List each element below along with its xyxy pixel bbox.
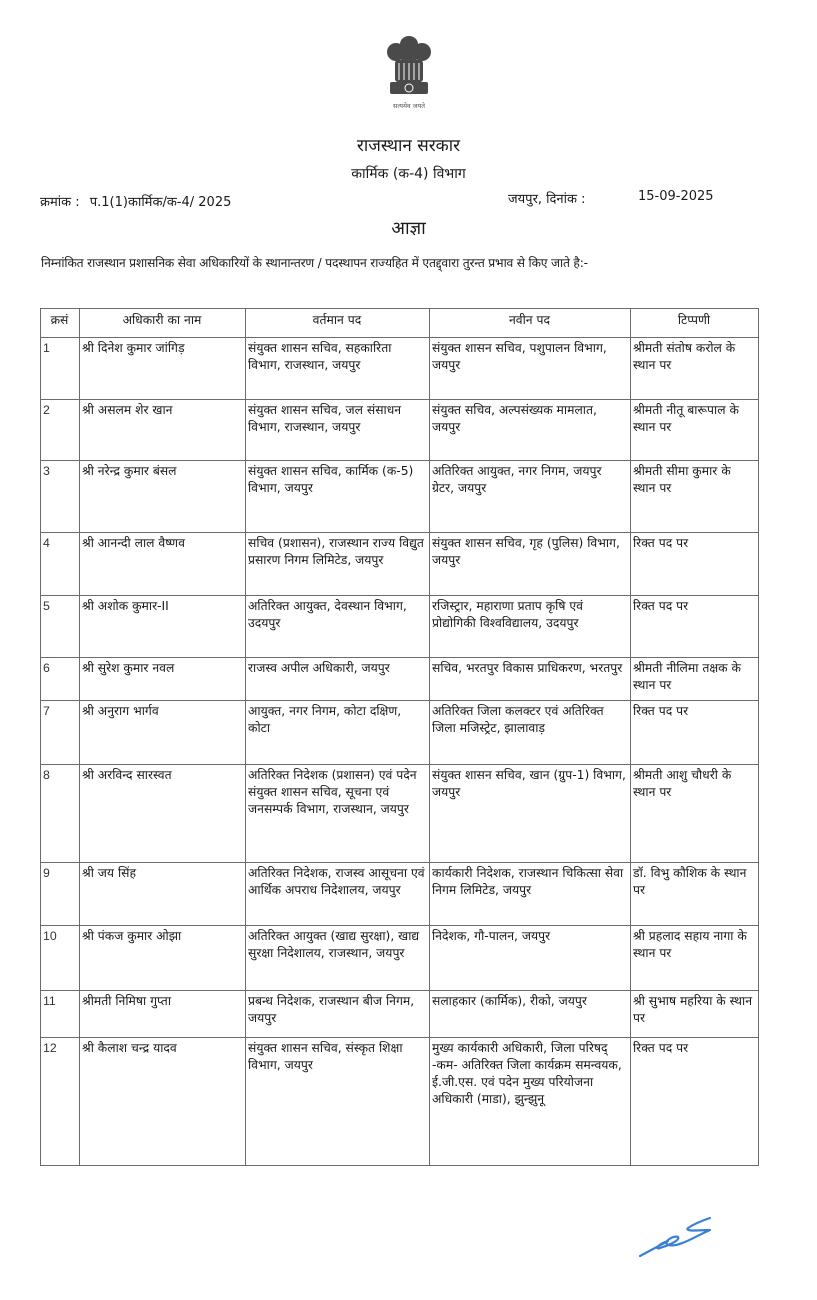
- row-current-post: अतिरिक्त निदेशक, राजस्व आसूचना एवं आर्थिक अपराध निदेशालय, जयपुर: [246, 863, 430, 926]
- table-row: [41, 701, 759, 765]
- row-new-post: संयुक्त शासन सचिव, खान (ग्रुप-1) विभाग, जयपुर: [430, 765, 631, 863]
- row-sno: 5: [41, 596, 80, 658]
- signature: [634, 1208, 718, 1262]
- table-row: [41, 991, 759, 1038]
- row-new-post: संयुक्त शासन सचिव, पशुपालन विभाग, जयपुर: [430, 338, 631, 400]
- row-remark: रिक्त पद पर: [631, 596, 759, 658]
- row-sno: 11: [41, 991, 80, 1038]
- row-sno: 1: [41, 338, 80, 400]
- row-current-post: संयुक्त शासन सचिव, सहकारिता विभाग, राजस्थान, जयपुर: [246, 338, 430, 400]
- table-row: [41, 926, 759, 991]
- row-current-post: सचिव (प्रशासन), राजस्थान राज्य विद्युत प्रसारण निगम लिमिटेड, जयपुर: [246, 533, 430, 596]
- row-new-post: रजिस्ट्रार, महाराणा प्रताप कृषि एवं प्रोद्योगिकी विश्वविद्यालय, उदयपुर: [430, 596, 631, 658]
- row-remark: श्री सुभाष महरिया के स्थान पर: [631, 991, 759, 1038]
- row-sno: 2: [41, 400, 80, 461]
- row-remark: श्रीमती नीतू बारूपाल के स्थान पर: [631, 400, 759, 461]
- row-current-post: राजस्व अपील अधिकारी, जयपुर: [246, 658, 430, 701]
- row-new-post: संयुक्त सचिव, अल्पसंख्यक मामलात, जयपुर: [430, 400, 631, 461]
- reference-number: प.1(1)कार्मिक/क-4/ 2025: [89, 195, 232, 210]
- row-sno: 8: [41, 765, 80, 863]
- row-remark: रिक्त पद पर: [631, 701, 759, 765]
- row-remark: रिक्त पद पर: [631, 533, 759, 596]
- row-name: श्री दिनेश कुमार जांगिड़: [80, 338, 246, 400]
- table-row: [41, 658, 759, 701]
- row-current-post: संयुक्त शासन सचिव, कार्मिक (क-5) विभाग, जयपुर: [246, 461, 430, 533]
- table-row: [41, 765, 759, 863]
- row-new-post: मुख्य कार्यकारी अधिकारी, जिला परिषद् -कम- अतिरिक्त जिला कार्यक्रम समन्वयक, ई.जी.एस. एवं पदेन मुख्य परियोजना अधिकारी (माडा), झुन्झुनू: [430, 1038, 631, 1166]
- row-current-post: अतिरिक्त निदेशक (प्रशासन) एवं पदेन संयुक्त शासन सचिव, सूचना एवं जनसम्पर्क विभाग, राजस्थान, जयपुर: [246, 765, 430, 863]
- transfer-table: [40, 308, 759, 1166]
- table-row: [41, 1038, 759, 1166]
- row-name: श्री अनुराग भार्गव: [80, 701, 246, 765]
- place-date-label: जयपुर, दिनांक :: [508, 192, 586, 207]
- row-sno: 12: [41, 1038, 80, 1166]
- row-name: श्री अरविन्द सारस्वत: [80, 765, 246, 863]
- column-header-name: अधिकारी का नाम: [80, 309, 246, 338]
- row-name: श्रीमती निमिषा गुप्ता: [80, 991, 246, 1038]
- column-header-new-post: नवीन पद: [430, 309, 631, 338]
- row-remark: श्रीमती आशु चौधरी के स्थान पर: [631, 765, 759, 863]
- row-current-post: अतिरिक्त आयुक्त (खाद्य सुरक्षा), खाद्य सुरक्षा निदेशालय, राजस्थान, जयपुर: [246, 926, 430, 991]
- row-sno: 4: [41, 533, 80, 596]
- row-name: श्री जय सिंह: [80, 863, 246, 926]
- table-row: [41, 596, 759, 658]
- table-row: [41, 533, 759, 596]
- row-sno: 3: [41, 461, 80, 533]
- row-remark: श्रीमती संतोष करोल के स्थान पर: [631, 338, 759, 400]
- table-row: [41, 338, 759, 400]
- row-remark: श्री प्रहलाद सहाय नागा के स्थान पर: [631, 926, 759, 991]
- row-new-post: सचिव, भरतपुर विकास प्राधिकरण, भरतपुर: [430, 658, 631, 701]
- row-name: श्री कैलाश चन्द्र यादव: [80, 1038, 246, 1166]
- reference-label: क्रमांक :: [40, 195, 80, 210]
- table-row: [41, 863, 759, 926]
- table-row: [41, 400, 759, 461]
- row-name: श्री नरेन्द्र कुमार बंसल: [80, 461, 246, 533]
- row-new-post: अतिरिक्त आयुक्त, नगर निगम, जयपुर ग्रेटर, जयपुर: [430, 461, 631, 533]
- row-name: श्री अशोक कुमार-II: [80, 596, 246, 658]
- row-current-post: संयुक्त शासन सचिव, संस्कृत शिक्षा विभाग, जयपुर: [246, 1038, 430, 1166]
- national-emblem-icon: [366, 30, 452, 114]
- table-row: [41, 461, 759, 533]
- row-sno: 9: [41, 863, 80, 926]
- column-header-sno: क्रसं: [41, 309, 80, 338]
- department-title: कार्मिक (क-4) विभाग: [351, 166, 466, 182]
- table-header-row: [41, 309, 759, 338]
- row-sno: 7: [41, 701, 80, 765]
- row-current-post: आयुक्त, नगर निगम, कोटा दक्षिण, कोटा: [246, 701, 430, 765]
- row-name: श्री असलम शेर खान: [80, 400, 246, 461]
- row-remark: डॉ. विभु कौशिक के स्थान पर: [631, 863, 759, 926]
- row-new-post: निदेशक, गौ-पालन, जयपुर: [430, 926, 631, 991]
- row-current-post: अतिरिक्त आयुक्त, देवस्थान विभाग, उदयपुर: [246, 596, 430, 658]
- row-sno: 10: [41, 926, 80, 991]
- row-name: श्री पंकज कुमार ओझा: [80, 926, 246, 991]
- row-current-post: प्रबन्ध निदेशक, राजस्थान बीज निगम, जयपुर: [246, 991, 430, 1038]
- row-new-post: कार्यकारी निदेशक, राजस्थान चिकित्सा सेवा निगम लिमिटेड, जयपुर: [430, 863, 631, 926]
- column-header-current-post: वर्तमान पद: [246, 309, 430, 338]
- row-current-post: संयुक्त शासन सचिव, जल संसाधन विभाग, राजस्थान, जयपुर: [246, 400, 430, 461]
- row-new-post: सलाहकार (कार्मिक), रीको, जयपुर: [430, 991, 631, 1038]
- row-name: श्री आनन्दी लाल वैष्णव: [80, 533, 246, 596]
- row-name: श्री सुरेश कुमार नवल: [80, 658, 246, 701]
- order-title: आज्ञा: [391, 218, 426, 239]
- emblem-motto: सत्यमेव जयते: [393, 102, 425, 110]
- row-new-post: संयुक्त शासन सचिव, गृह (पुलिस) विभाग, जयपुर: [430, 533, 631, 596]
- order-date: 15-09-2025: [638, 189, 714, 204]
- intro-text: निम्नांकित राजस्थान प्रशासनिक सेवा अधिकारियों के स्थानान्तरण / पदस्थापन राज्यहित में एतद्द्वारा तुरन्त प्रभाव से किए जाते है:-: [41, 256, 588, 270]
- row-remark: रिक्त पद पर: [631, 1038, 759, 1166]
- government-title: राजस्थान सरकार: [356, 136, 461, 156]
- row-remark: श्रीमती नीलिमा तक्षक के स्थान पर: [631, 658, 759, 701]
- column-header-remark: टिप्पणी: [631, 309, 759, 338]
- row-remark: श्रीमती सीमा कुमार के स्थान पर: [631, 461, 759, 533]
- row-new-post: अतिरिक्त जिला कलक्टर एवं अतिरिक्त जिला मजिस्ट्रेट, झालावाड़: [430, 701, 631, 765]
- reference-line: [40, 192, 231, 210]
- row-sno: 6: [41, 658, 80, 701]
